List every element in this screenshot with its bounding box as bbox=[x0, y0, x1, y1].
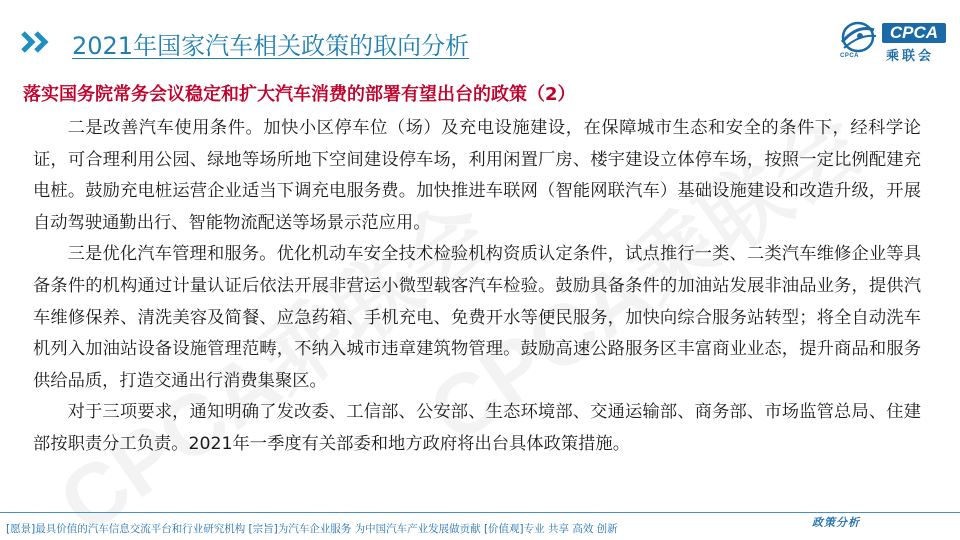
page-title: 2021年国家汽车相关政策的取向分析 bbox=[72, 32, 470, 60]
paragraph: 对于三项要求，通知明确了发改委、工信部、公安部、生态环境部、交通运输部、商务部、市场监管总局、住建部按职责分工负责。2021年一季度有关部委和地方政府将出台具体政策措施。 bbox=[33, 402, 921, 454]
cpca-logo bbox=[838, 20, 950, 64]
section-subtitle: 落实国务院常务会议稳定和扩大汽车消费的部署有望出台的政策（2） bbox=[23, 84, 576, 105]
values-tag: [价值观] bbox=[483, 523, 524, 535]
logo-chinese-text: 乘联会 bbox=[886, 49, 935, 64]
logo-badge: CPCA bbox=[882, 23, 946, 43]
purpose-tag: [宗旨] bbox=[248, 523, 278, 535]
values-text: 专业 共享 高效 创新 bbox=[523, 523, 618, 535]
body-text bbox=[33, 113, 921, 461]
vision-tag: [愿景] bbox=[6, 523, 36, 535]
vision-text: 最具价值的汽车信息交流平台和行业研究机构 bbox=[35, 523, 246, 535]
purpose-text: 为汽车企业服务 为中国汽车产业发展做贡献 bbox=[277, 523, 481, 535]
section-label: 政策分析 bbox=[812, 516, 860, 529]
footer-divider bbox=[0, 512, 960, 513]
paragraph: 二是改善汽车使用条件。加快小区停车位（场）及充电设施建设，在保障城市生态和安全的条件下，经科学论证，可合理利用公园、绿地等场所地下空间建设停车场，利用闲置厂房、楼宇建设立体停车场，按照一定比例配建充电桩。鼓励充电桩运营企业适当下调充电服务费。加快推进车联网（智能网联汽车）基础设施建设和改造升级，开展自动驾驶通勤出行、智能物流配送等场景示范应用。 bbox=[33, 118, 921, 233]
paragraph: 三是优化汽车管理和服务。优化机动车安全技术检验机构资质认定条件，试点推行一类、二类汽车维修企业等具备条件的机构通过计量认证后依法开展非营运小微型载客汽车检验。鼓励具备条件的加油站发展非油品业务，提供汽车维修保养、清洗美容及简餐、应急药箱、手机充电、免费开水等便民服务，加快向综合服务站转型；将全自动洗车机列入加油站设备设施管理范畴，不纳入城市违章建筑物管理。鼓励高速公路服务区丰富商业业态，提升商品和服务供给品质，打造交通出行消费集聚区。 bbox=[33, 244, 921, 391]
footer-mission bbox=[6, 521, 618, 536]
double-chevron-icon bbox=[20, 31, 60, 53]
slide-header bbox=[0, 0, 960, 72]
logo-small-text: CPCA bbox=[840, 53, 860, 59]
